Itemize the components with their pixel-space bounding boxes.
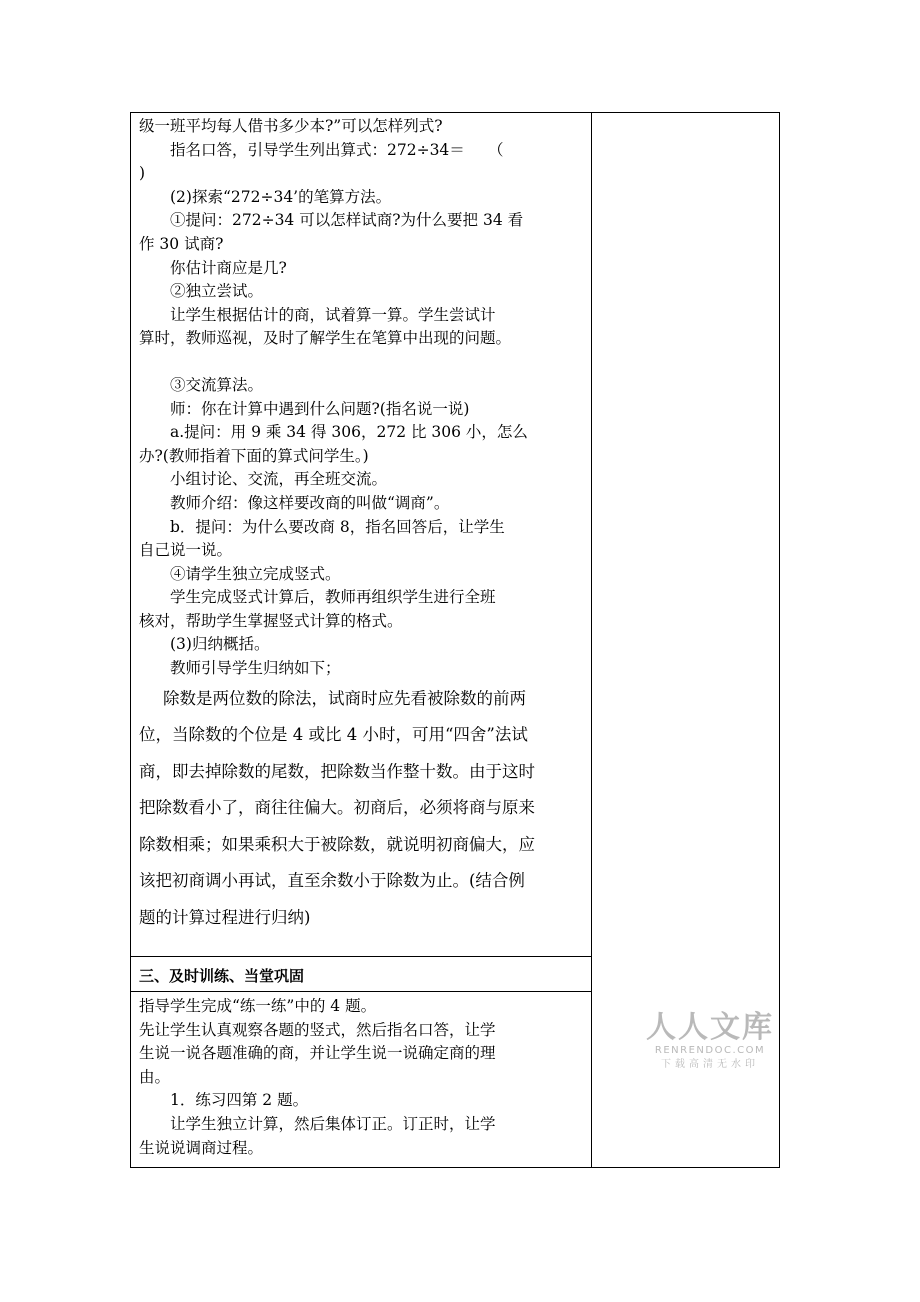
text-line: 1．练习四第 2 题。 (170, 1091, 309, 1110)
watermark-logo-text: 人人文库 (646, 1010, 774, 1045)
column-divider (591, 113, 592, 1167)
text-line: 核对，帮助学生掌握竖式计算的格式。 (139, 611, 403, 630)
text-line: 由。 (139, 1067, 171, 1086)
text-line: 算时，教师巡视，及时了解学生在笔算中出现的问题。 (139, 329, 512, 348)
text-line: 小组讨论、交流，再全班交流。 (170, 470, 388, 489)
text-line: ④请学生独立完成竖式。 (170, 564, 341, 583)
text-line: ②独立尝试。 (170, 282, 264, 301)
text-line: 级一班平均每人借书多少本?”可以怎样列式? (139, 117, 443, 135)
summary-line: 商，即去掉除数的尾数，把除数当作整十数。由于这时 (139, 761, 535, 781)
row-separator (131, 991, 591, 992)
summary-line: 题的计算过程进行归纳) (139, 907, 311, 927)
text-line: ③交流算法。 (170, 375, 264, 394)
text-line: ) (139, 164, 146, 183)
text-line: (3)归纳概括。 (170, 635, 270, 654)
text-line: 先让学生认真观察各题的竖式，然后指名口答，让学 (139, 1020, 496, 1039)
text-line: 师：你在计算中遇到什么问题?(指名说一说) (170, 399, 470, 418)
watermark-tagline: 下载高清无水印 (661, 1059, 759, 1070)
text-line: 自己说一说。 (139, 541, 233, 560)
lesson-content (139, 115, 583, 936)
text-line: 教师介绍：像这样要改商的叫做“调商”。 (170, 493, 450, 512)
text-line: 指名口答，引导学生列出算式：272÷34＝ （ (170, 140, 504, 159)
text-line: 办?(教师指着下面的算式问学生。) (139, 446, 369, 465)
watermark (640, 1012, 780, 1072)
text-line: 教师引导学生归纳如下； (170, 659, 341, 678)
text-line: ①提问：272÷34 可以怎样试商?为什么要把 34 看 (170, 211, 524, 230)
text-line: b．提问：为什么要改商 8，指名回答后，让学生 (170, 517, 505, 536)
text-line: (2)探索“272÷34’的笔算方法。 (170, 187, 392, 206)
text-line: 你估计商应是几? (170, 258, 287, 277)
text-line: 生说一说各题准确的商，并让学生说一说确定商的理 (139, 1044, 496, 1063)
text-line: a.提问：用 9 乘 34 得 306，272 比 306 小，怎么 (170, 423, 528, 442)
text-line: 生说说调商过程。 (139, 1138, 264, 1157)
summary-line: 除数是两位数的除法，试商时应先看被除数的前两 (163, 688, 526, 708)
summary-line: 除数相乘；如果乘积大于被除数，就说明初商偏大，应 (139, 834, 535, 854)
watermark-url: RENRENDOC.COM (654, 1045, 766, 1056)
section-heading: 三、及时训练、当堂巩固 (139, 967, 305, 985)
summary-line: 该把初商调小再试，直至余数小于除数为止。(结合例 (139, 871, 525, 891)
text-line: 让学生根据估计的商，试着算一算。学生尝试计 (170, 305, 496, 324)
summary-line: 位，当除数的个位是 4 或比 4 小时，可用“四舍”法试 (139, 725, 528, 745)
text-line: 学生完成竖式计算后，教师再组织学生进行全班 (170, 588, 496, 607)
text-line: 指导学生完成“练一练”中的 4 题。 (139, 997, 377, 1015)
row-separator (131, 956, 591, 957)
text-line: 让学生独立计算，然后集体订正。订正时，让学 (170, 1114, 496, 1133)
text-line: 作 30 试商? (139, 234, 224, 253)
summary-line: 把除数看小了，商往往偏大。初商后，必须将商与原来 (139, 798, 535, 818)
